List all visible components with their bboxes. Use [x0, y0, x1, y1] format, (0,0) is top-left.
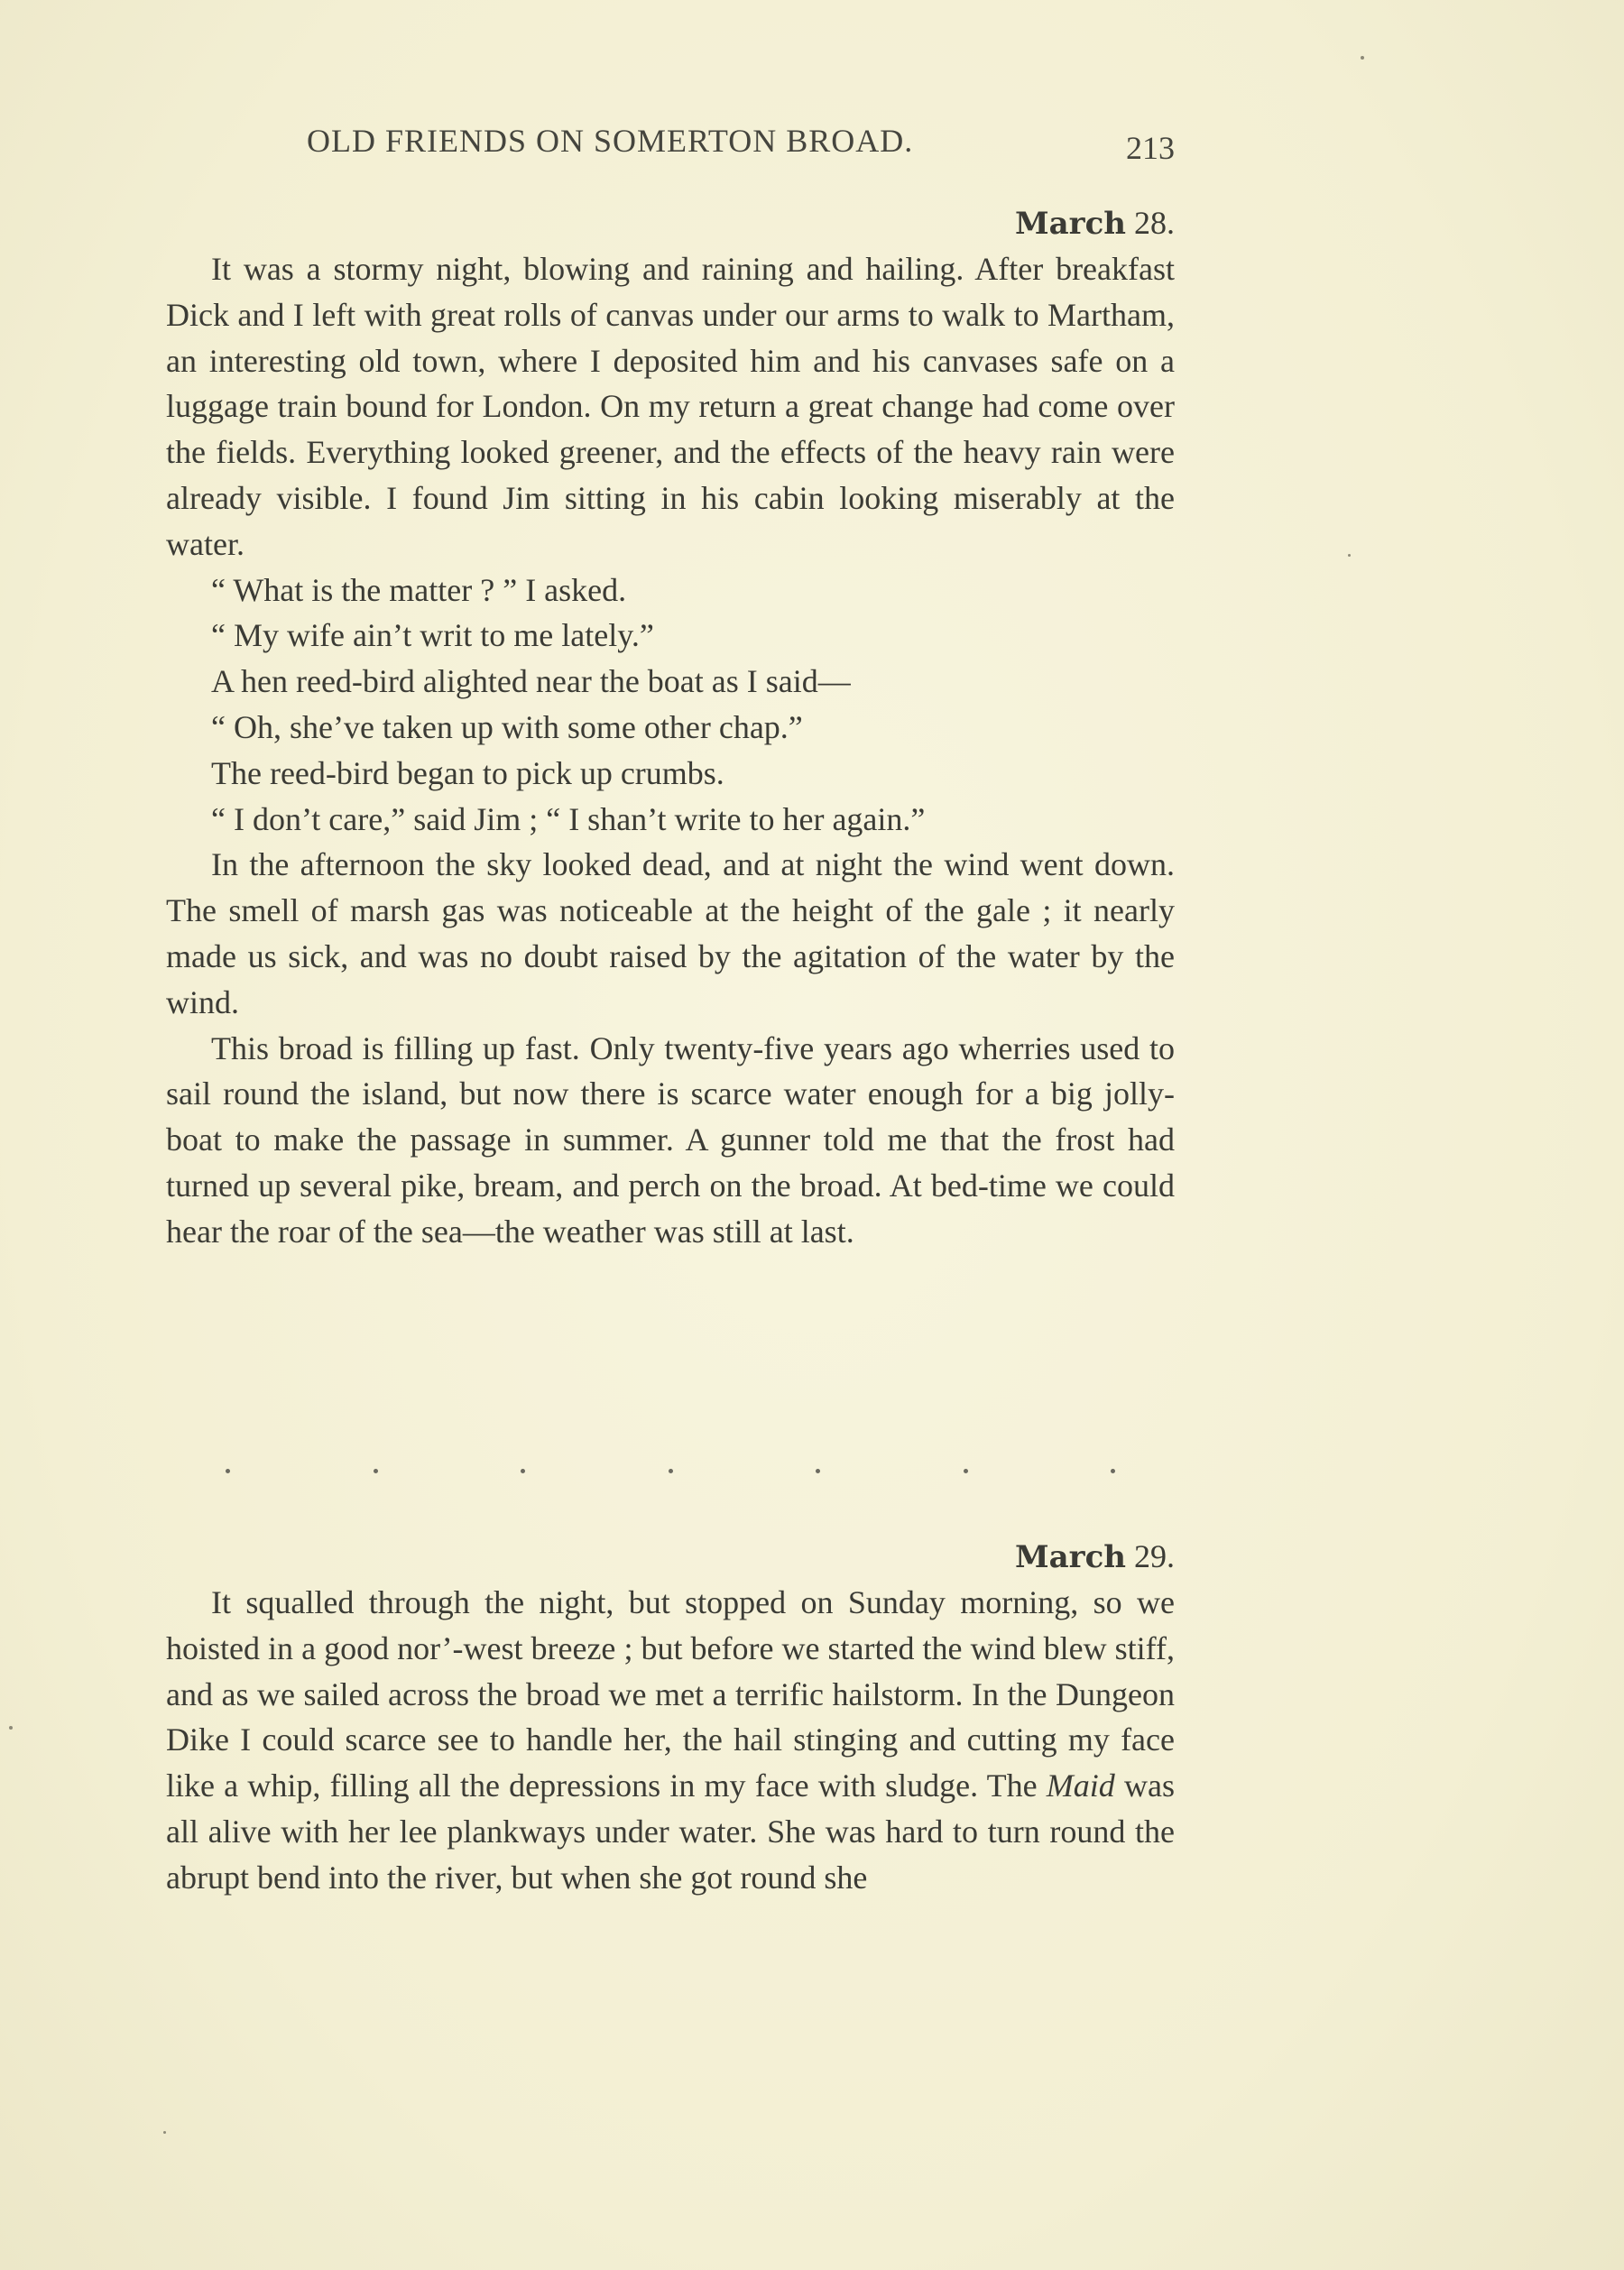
entry-date — [166, 200, 1175, 246]
separator-dot — [521, 1469, 525, 1473]
separator-dot — [964, 1469, 968, 1473]
date-day: 29. — [1126, 1538, 1175, 1574]
paragraph: The reed-bird began to pick up crumbs. — [211, 754, 724, 791]
separator-dot — [669, 1469, 673, 1473]
separator-dot — [374, 1469, 378, 1473]
paper-speck — [163, 2131, 166, 2134]
paragraph: “ My wife ain’t writ to me lately.” — [211, 617, 654, 654]
date-month: March — [1014, 1539, 1126, 1575]
entry-march-29 — [166, 1534, 1175, 1901]
paragraph: “ I don’t care,” said Jim ; “ I shan’t write to her again.” — [211, 800, 926, 837]
separator-dot — [226, 1469, 230, 1473]
paragraph-text: was all alive with her lee plankways under water. She was hard to turn round the abrupt bend into the river, but when she got round she — [166, 1767, 1175, 1896]
date-month: March — [1014, 206, 1126, 242]
entry-date — [166, 1534, 1175, 1580]
entry-march-28 — [166, 200, 1175, 1255]
boat-name: Maid — [1046, 1767, 1115, 1804]
paper-speck — [9, 1726, 13, 1730]
page-header — [307, 122, 1175, 176]
paper-speck — [1361, 56, 1364, 60]
running-title: OLD FRIENDS ON SOMERTON BROAD. — [307, 123, 914, 159]
paragraph: “ What is the matter ? ” I asked. — [211, 571, 627, 608]
date-day: 28. — [1126, 205, 1175, 241]
paper-speck — [1348, 554, 1351, 557]
paragraph: It was a stormy night, blowing and raining and hailing. After breakfast Dick and I left with great rolls of canvas under our arms to walk to Martham, an interesting old town, where I deposited him and his canvases safe on a luggage train bound for London. On my return a great change had come over the fields. Everything looked greener, and the effects of the heavy rain were already visible. I found Jim sitting in his cabin looking miserably at the water. — [166, 251, 1175, 562]
section-separator — [226, 1469, 1115, 1473]
paragraph-text: It squalled through the night, but stopped on Sunday morning, so we hoisted in a good nor’-west breeze ; but before we started the wind blew stiff, and as we sailed across the broad we met a terrific hailstorm. In the Dungeon Dike I could scarce see to handle her, the hail stinging and cutting my face like a whip, filling all the depressions in my face with sludge. The — [166, 1584, 1175, 1804]
paragraph: This broad is filling up fast. Only twenty-five years ago wherries used to sail round the island, but now there is scarce water enough for a big jolly-boat to make the passage in summer. A gunner told me that the frost had turned up several pike, bream, and perch on the broad. At bed-time we could hear the roar of the sea—the weather was still at last. — [166, 1029, 1175, 1250]
separator-dot — [1111, 1469, 1115, 1473]
paragraph: “ Oh, she’ve taken up with some other chap.” — [211, 708, 803, 745]
paragraph — [166, 1580, 1175, 1901]
paragraph: In the afternoon the sky looked dead, and at night the wind went down. The smell of marsh gas was noticeable at the height of the gale ; it nearly made us sick, and was no doubt raised by the agitation of the water by the wind. — [166, 846, 1175, 1020]
paragraph: A hen reed-bird alighted near the boat as I said— — [211, 663, 851, 700]
page-number: 213 — [1126, 130, 1175, 166]
separator-dot — [816, 1469, 820, 1473]
